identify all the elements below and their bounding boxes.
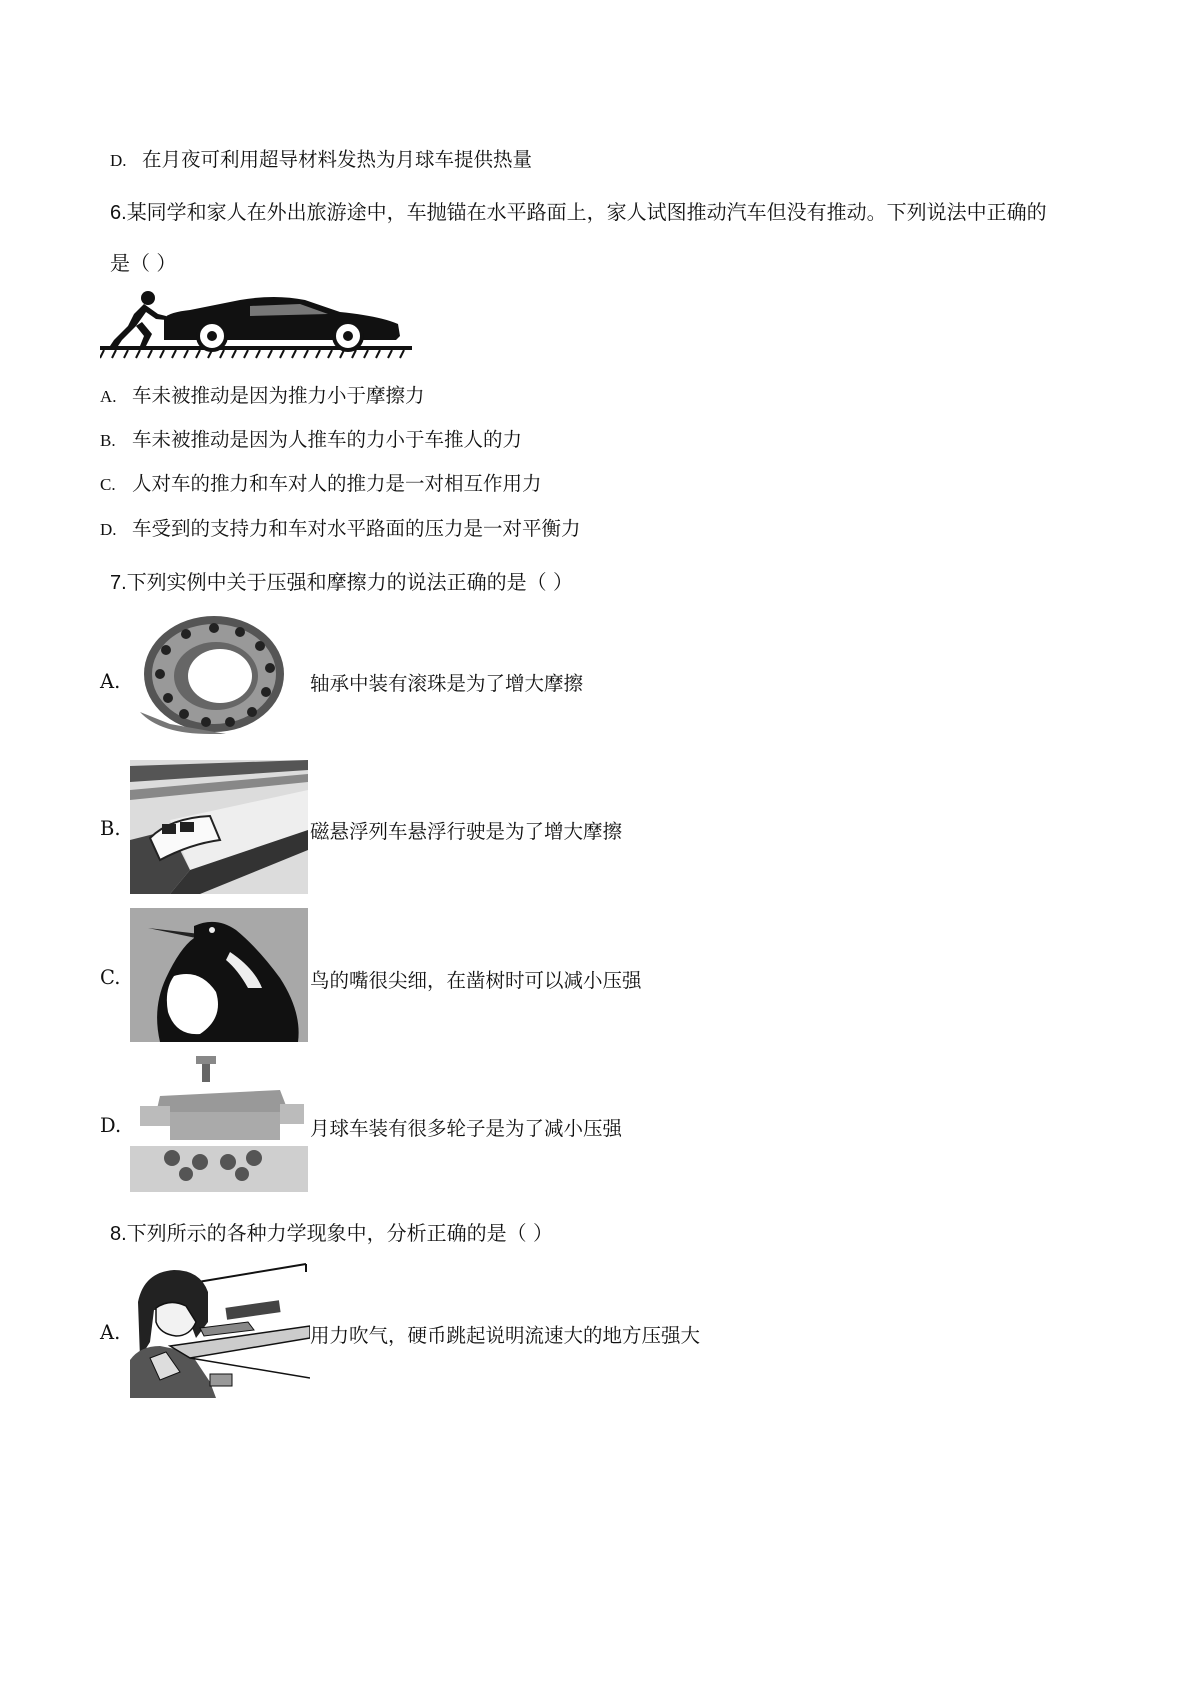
q8-figure-blowing-coin: [130, 1262, 310, 1398]
question-number: 6.: [110, 202, 127, 224]
q8-stem: [110, 1217, 553, 1246]
q7-option-a-text: 轴承中装有滚珠是为了增大摩擦: [310, 672, 584, 695]
q6-option-b: [100, 424, 522, 452]
q7-figure-bearing: [130, 612, 290, 736]
question-stem: 下列实例中关于压强和摩擦力的说法正确的是（ ）: [126, 570, 574, 594]
question-number: 8.: [110, 1223, 127, 1245]
q6-stem-line1: [110, 196, 1047, 225]
option-text: 车未被推动是因为人推车的力小于车推人的力: [132, 428, 523, 451]
q8-option-a-letter: A.: [100, 1321, 121, 1344]
option-text: 车未被推动是因为推力小于摩擦力: [132, 384, 425, 407]
question-number: 7.: [110, 572, 127, 594]
option-letter: D.: [110, 151, 127, 170]
q6-stem-line2: 是（ ）: [110, 251, 177, 275]
question-stem: 下列所示的各种力学现象中，分析正确的是（ ）: [126, 1221, 554, 1245]
q7-option-b-letter: B.: [100, 817, 121, 840]
q6-option-c: [100, 468, 542, 496]
q7-figure-lunar-rover: [130, 1056, 308, 1192]
option-letter: B.: [100, 431, 116, 450]
option-text: 人对车的推力和车对人的推力是一对相互作用力: [132, 472, 542, 495]
q6-option-d: [100, 513, 581, 541]
q8-option-a-text: 用力吹气，硬币跳起说明流速大的地方压强大: [310, 1324, 701, 1347]
q5-option-d: [110, 144, 532, 172]
option-letter: D.: [100, 520, 117, 539]
option-letter: C.: [100, 475, 116, 494]
q7-option-a-letter: A.: [100, 670, 121, 693]
q7-figure-maglev-train: [130, 760, 308, 894]
q7-option-d-letter: D.: [100, 1114, 122, 1137]
option-text: 车受到的支持力和车对水平路面的压力是一对平衡力: [132, 517, 581, 540]
q7-option-b-text: 磁悬浮列车悬浮行驶是为了增大摩擦: [310, 820, 623, 843]
q7-option-c-text: 鸟的嘴很尖细，在凿树时可以减小压强: [310, 969, 642, 992]
question-stem: 某同学和家人在外出旅游途中，车抛锚在水平路面上，家人试图推动汽车但没有推动。下列说法中正确的: [126, 200, 1047, 224]
q6-option-a: [100, 380, 425, 408]
q6-figure-push-car: [100, 288, 412, 360]
option-letter: A.: [100, 387, 117, 406]
q7-stem: [110, 566, 573, 595]
q7-option-d-text: 月球车装有很多轮子是为了减小压强: [310, 1117, 623, 1140]
option-text: 在月夜可利用超导材料发热为月球车提供热量: [142, 148, 533, 171]
q7-figure-bird: [130, 908, 308, 1042]
q7-option-c-letter: C.: [100, 966, 121, 989]
